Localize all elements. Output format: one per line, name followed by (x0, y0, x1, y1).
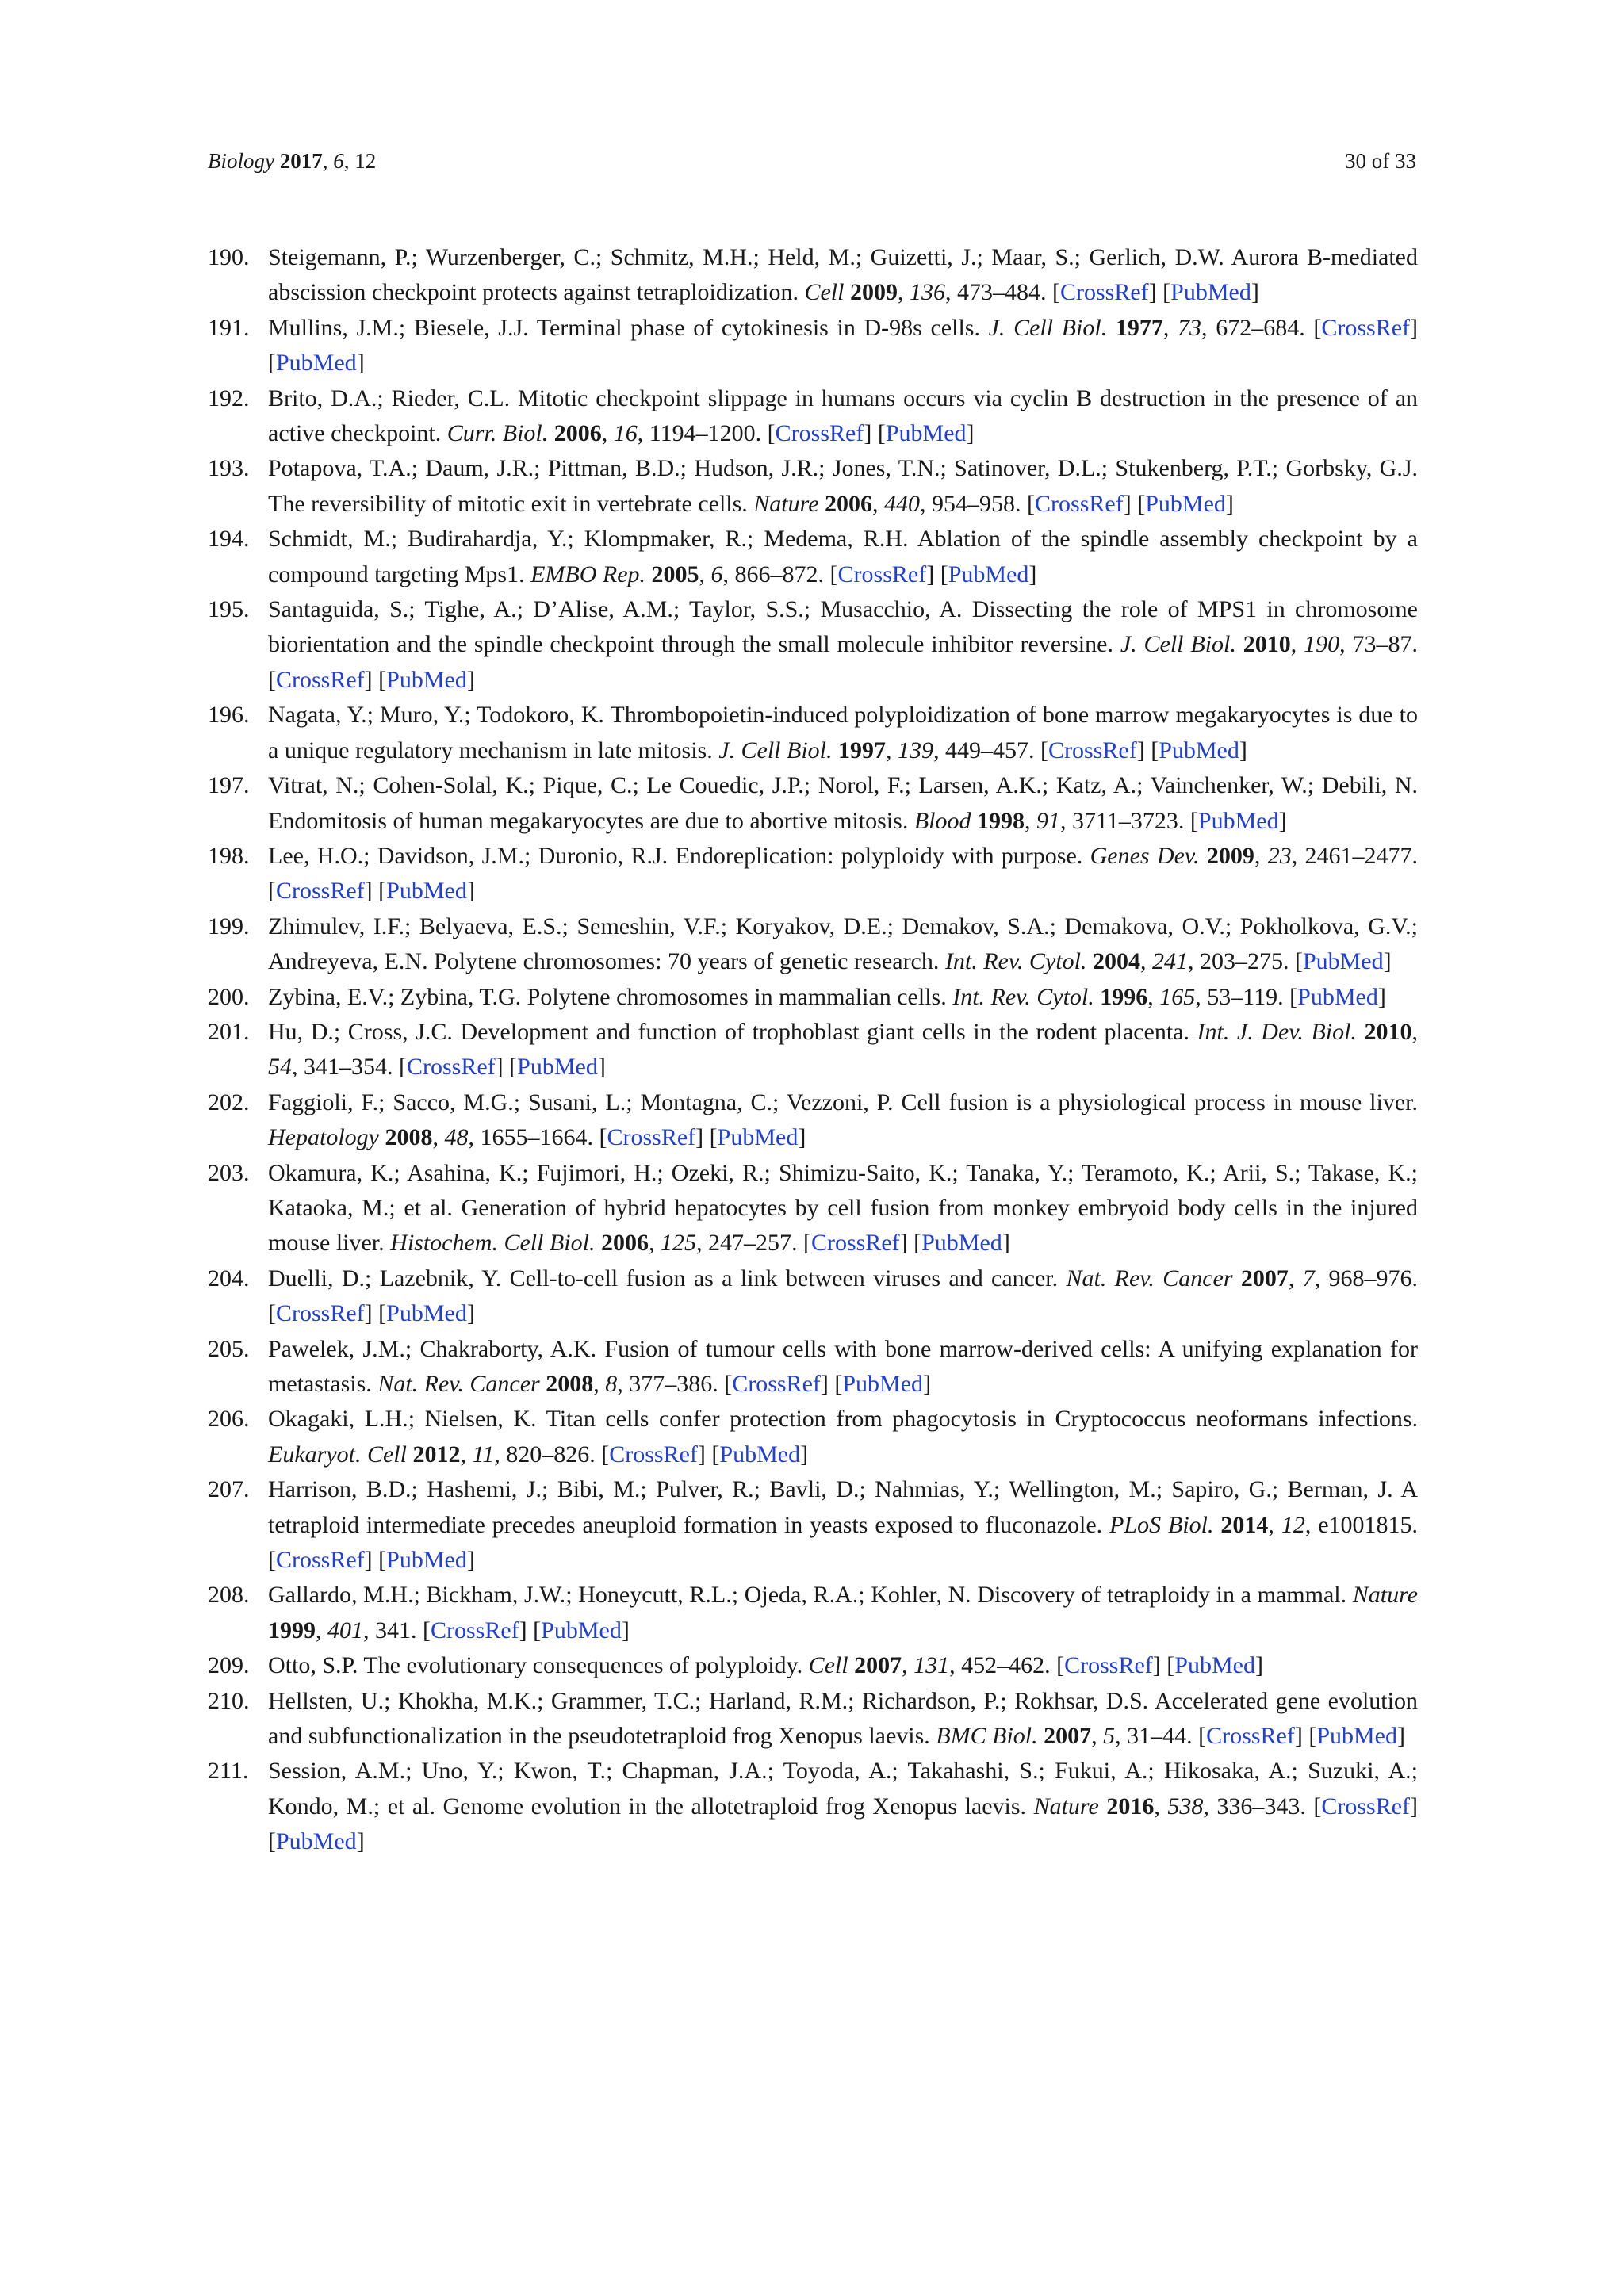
reference-journal: PLoS Biol. (1109, 1511, 1214, 1538)
reference-number: 194. (208, 526, 250, 553)
reference-title: Dissecting the role of MPS1 in chromosome biorientation and the spindle checkpoint through the small molecule inhibitor reversine. (268, 596, 1418, 658)
reference-pages: 203–275 (1199, 948, 1283, 975)
crossref-link[interactable]: CrossRef (1064, 1652, 1153, 1679)
pubmed-link[interactable]: PubMed (921, 1230, 1002, 1257)
pubmed-link[interactable]: PubMed (386, 666, 467, 693)
reference-number: 203. (208, 1159, 250, 1186)
reference-journal: Cell (804, 279, 845, 306)
reference-year: 1996 (1100, 983, 1148, 1010)
reference-title: Ablation of the spindle assembly checkpoint by a compound targeting Mps1. (268, 526, 1418, 587)
reference-journal: Hepatology (268, 1124, 379, 1151)
reference-volume: 7 (1302, 1265, 1315, 1292)
reference-pages: 820–826 (506, 1441, 590, 1468)
pubmed-link[interactable]: PubMed (717, 1124, 799, 1151)
reference-title: Discovery of tetraploidy in a mammal. (977, 1582, 1347, 1609)
reference-number: 201. (208, 1018, 250, 1045)
reference-pages: 954–958 (932, 490, 1016, 517)
reference-pages: 377–386 (629, 1371, 713, 1397)
reference-authors: Lee, H.O.; Davidson, J.M.; Duronio, R.J. (268, 842, 668, 869)
crossref-link[interactable]: CrossRef (1321, 1793, 1411, 1820)
crossref-link[interactable]: CrossRef (407, 1054, 496, 1081)
reference-journal: EMBO Rep. (530, 561, 646, 587)
crossref-link[interactable]: CrossRef (1035, 490, 1124, 517)
reference-volume: 440 (884, 490, 921, 517)
pubmed-link[interactable]: PubMed (517, 1054, 598, 1081)
reference-year: 2006 (600, 1230, 649, 1257)
crossref-link[interactable]: CrossRef (1059, 279, 1149, 306)
reference-journal: J. Cell Biol. (718, 737, 833, 763)
pubmed-link[interactable]: PubMed (276, 1828, 357, 1855)
reference-authors: Steigemann, P.; Wurzenberger, C.; Schmitz, M.H.; Held, M.; Guizetti, J.; Maar, S.; Gerlich, D.W. (268, 244, 1224, 270)
reference-item: 191. Mullins, J.M.; Biesele, J.J. Terminal phase of cytokinesis in D-98s cells. J. Cell Biol. 1977, 73, 672–684. [CrossRef] [PubMed] (208, 311, 1418, 381)
reference-number: 191. (208, 314, 250, 341)
pubmed-link[interactable]: PubMed (1145, 490, 1226, 517)
crossref-link[interactable]: CrossRef (1321, 314, 1411, 341)
reference-pages: 247–257 (707, 1230, 791, 1257)
reference-pages: 672–684 (1216, 314, 1300, 341)
reference-pages: e1001815 (1318, 1511, 1412, 1538)
reference-number: 190. (208, 244, 250, 270)
reference-title: The reversibility of mitotic exit in vertebrate cells. (268, 490, 748, 517)
journal-citation: Biology 2017, 6, 12 (208, 149, 377, 173)
reference-authors: Zhimulev, I.F.; Belyaeva, E.S.; Semeshin, V.F.; Koryakov, D.E.; Demakov, S.A.; Demakova, O.V.; Pokholkova, G.V.; Andreyeva, E.N. (268, 913, 1418, 975)
reference-volume: 73 (1178, 314, 1202, 341)
reference-title: Cell fusion is a physiological process in mouse liver. (901, 1089, 1419, 1115)
reference-item: 211. Session, A.M.; Uno, Y.; Kwon, T.; Chapman, J.A.; Toyoda, A.; Takahashi, S.; Fukui, A.; Hikosaka, A.; Suzuki, A.; Kondo, M.; et al. Genome evolution in the allotetraploid frog Xenopus laevis. Nature 2016, 538, 336–343. [CrossRef] [PubMed] (208, 1754, 1418, 1859)
reference-journal: Nat. Rev. Cancer (377, 1371, 540, 1397)
reference-volume: 139 (898, 737, 934, 763)
reference-title: Endomitosis of human megakaryocytes are due to abortive mitosis. (268, 807, 909, 834)
reference-year: 2012 (412, 1441, 461, 1468)
running-head (208, 149, 1416, 174)
reference-title: Genome evolution in the allotetraploid frog Xenopus laevis. (442, 1793, 1027, 1820)
crossref-link[interactable]: CrossRef (1048, 737, 1137, 763)
pubmed-link[interactable]: PubMed (541, 1617, 622, 1644)
reference-year: 2016 (1106, 1793, 1155, 1820)
reference-volume: 190 (1304, 631, 1340, 658)
reference-item: 190. Steigemann, P.; Wurzenberger, C.; Schmitz, M.H.; Held, M.; Guizetti, J.; Maar, S.; Gerlich, D.W. Aurora B-mediated abscission checkpoint protects against tetraploidization. Cell 2009, 136, 473–484. [CrossRef] [PubMed] (208, 240, 1418, 311)
reference-pages: 336–343 (1216, 1793, 1300, 1820)
reference-pages: 1194–1200 (649, 420, 756, 447)
reference-journal: BMC Biol. (936, 1723, 1038, 1750)
crossref-link[interactable]: CrossRef (431, 1617, 519, 1644)
reference-year: 1998 (977, 807, 1025, 834)
reference-pages: 341–354 (304, 1054, 387, 1081)
reference-pages: 452–462 (961, 1652, 1045, 1679)
reference-year: 1977 (1115, 314, 1163, 341)
crossref-link[interactable]: CrossRef (810, 1230, 900, 1257)
reference-journal: Nature (1033, 1793, 1099, 1820)
reference-year: 2009 (849, 279, 898, 306)
reference-volume: 241 (1151, 948, 1188, 975)
reference-title: Cell-to-cell fusion as a link between viruses and cancer. (509, 1265, 1059, 1292)
reference-number: 195. (208, 596, 250, 623)
reference-year: 1999 (268, 1617, 316, 1644)
reference-pages: 73–87 (1352, 631, 1412, 658)
crossref-link[interactable]: CrossRef (276, 1547, 365, 1574)
reference-journal: Int. Rev. Cytol. (944, 948, 1087, 975)
reference-journal: Nat. Rev. Cancer (1066, 1265, 1233, 1292)
reference-title: Aurora B-mediated abscission checkpoint protects against tetraploidization. (268, 244, 1418, 306)
reference-item: 197. Vitrat, N.; Cohen-Solal, K.; Pique, C.; Le Couedic, J.P.; Norol, F.; Larsen, A.K.; Katz, A.; Vainchenker, W.; Debili, N. Endomitosis of human megakaryocytes are due to abortive mitosis. Blood 1998, 91, 3711–3723. [PubMed] (208, 768, 1418, 839)
reference-year: 1997 (838, 737, 887, 763)
reference-title: Generation of hybrid hepatocytes by cell fusion from monkey embryoid body cells in the injured mouse liver. (268, 1194, 1418, 1257)
crossref-link[interactable]: CrossRef (609, 1441, 698, 1468)
reference-item: 198. Lee, H.O.; Davidson, J.M.; Duronio, R.J. Endoreplication: polyploidy with purpose. Genes Dev. 2009, 23, 2461–2477. [CrossRef] [PubMed] (208, 839, 1418, 909)
reference-number: 202. (208, 1089, 250, 1115)
reference-title: Accelerated gene evolution and subfunctionalization in the pseudotetraploid frog Xenopus laevis. (268, 1687, 1418, 1750)
reference-pages: 53–119 (1207, 983, 1278, 1010)
reference-authors: Duelli, D.; Lazebnik, Y. (268, 1265, 502, 1292)
reference-item: 209. Otto, S.P. The evolutionary consequences of polyploidy. Cell 2007, 131, 452–462. [CrossRef] [PubMed] (208, 1648, 1418, 1683)
reference-volume: 136 (909, 279, 945, 306)
page-number: 30 of 33 (1345, 149, 1416, 173)
pubmed-link[interactable]: PubMed (1170, 279, 1251, 306)
reference-journal: J. Cell Biol. (988, 314, 1108, 341)
reference-list (208, 240, 1418, 1860)
reference-volume: 54 (268, 1054, 292, 1081)
crossref-link[interactable]: CrossRef (1206, 1723, 1295, 1750)
reference-year: 2007 (1240, 1265, 1289, 1292)
reference-year: 2005 (651, 561, 699, 587)
reference-item: 210. Hellsten, U.; Khokha, M.K.; Grammer, T.C.; Harland, R.M.; Richardson, P.; Rokhsar, D.S. Accelerated gene evolution and subfunctionalization in the pseudotetraploid frog Xenopus laevis. BMC Biol. 2007, 5, 31–44. [CrossRef] [PubMed] (208, 1684, 1418, 1755)
reference-item: 202. Faggioli, F.; Sacco, M.G.; Susani, L.; Montagna, C.; Vezzoni, P. Cell fusion is a physiological process in mouse liver. Hepatology 2008, 48, 1655–1664. [CrossRef] [PubMed] (208, 1085, 1418, 1156)
reference-number: 209. (208, 1652, 250, 1679)
reference-authors: Zybina, E.V.; Zybina, T.G. (268, 983, 522, 1010)
reference-journal: Int. Rev. Cytol. (952, 983, 1094, 1010)
reference-number: 199. (208, 913, 250, 939)
reference-pages: 968–976 (1328, 1265, 1412, 1292)
reference-authors: Hu, D.; Cross, J.C. (268, 1018, 453, 1045)
reference-title: Fusion of tumour cells with bone marrow-derived cells: A unifying explanation for metastasis. (268, 1335, 1418, 1397)
journal-volume: 6 (333, 149, 344, 173)
reference-number: 196. (208, 702, 250, 729)
pubmed-link[interactable]: PubMed (1297, 983, 1378, 1010)
reference-number: 205. (208, 1335, 250, 1362)
reference-volume: 5 (1103, 1723, 1116, 1750)
reference-volume: 6 (710, 561, 723, 587)
reference-title: The evolutionary consequences of polyploidy. (363, 1652, 803, 1679)
reference-number: 210. (208, 1687, 250, 1714)
reference-volume: 8 (605, 1371, 618, 1397)
crossref-link[interactable]: CrossRef (276, 666, 365, 693)
reference-authors: Otto, S.P. (268, 1652, 358, 1679)
crossref-link[interactable]: CrossRef (276, 878, 365, 905)
pubmed-link[interactable]: PubMed (1302, 948, 1384, 975)
reference-authors: Vitrat, N.; Cohen-Solal, K.; Pique, C.; Le Couedic, J.P.; Norol, F.; Larsen, A.K.; Katz, A.; Vainchenker, W.; Debili, N. (268, 772, 1418, 799)
reference-title: Endoreplication: polyploidy with purpose. (675, 842, 1083, 869)
crossref-link[interactable]: CrossRef (837, 561, 927, 587)
reference-item: 201. Hu, D.; Cross, J.C. Development and function of trophoblast giant cells in the rodent placenta. Int. J. Dev. Biol. 2010, 54, 341–354. [CrossRef] [PubMed] (208, 1015, 1418, 1085)
crossref-link[interactable]: CrossRef (607, 1124, 696, 1151)
pubmed-link[interactable]: PubMed (842, 1371, 924, 1397)
pubmed-link[interactable]: PubMed (719, 1441, 801, 1468)
reference-item: 200. Zybina, E.V.; Zybina, T.G. Polytene chromosomes in mammalian cells. Int. Rev. Cytol. 1996, 165, 53–119. [PubMed] (208, 980, 1418, 1015)
reference-authors: Session, A.M.; Uno, Y.; Kwon, T.; Chapman, J.A.; Toyoda, A.; Takahashi, S.; Fukui, A.; Hikosaka, A.; Suzuki, A.; Kondo, M.; et al. (268, 1758, 1418, 1820)
reference-year: 2004 (1092, 948, 1140, 975)
reference-pages: 31–44 (1127, 1723, 1187, 1750)
pubmed-link[interactable]: PubMed (1174, 1652, 1255, 1679)
reference-year: 2007 (854, 1652, 902, 1679)
reference-number: 206. (208, 1406, 250, 1433)
reference-volume: 48 (444, 1124, 469, 1151)
reference-authors: Okamura, K.; Asahina, K.; Fujimori, H.; Ozeki, R.; Shimizu-Saito, K.; Tanaka, Y.; Teramoto, K.; Arii, S.; Takase, K.; Kataoka, M.; et al. (268, 1159, 1418, 1221)
reference-pages: 341 (375, 1617, 411, 1644)
reference-authors: Brito, D.A.; Rieder, C.L. (268, 385, 511, 411)
reference-number: 204. (208, 1265, 250, 1292)
reference-journal: Cell (808, 1652, 848, 1679)
journal-year: 2017 (279, 149, 323, 173)
reference-authors: Okagaki, L.H.; Nielsen, K. (268, 1406, 537, 1433)
reference-authors: Hellsten, U.; Khokha, M.K.; Grammer, T.C.; Harland, R.M.; Richardson, P.; Rokhsar, D.S. (268, 1687, 1149, 1714)
reference-number: 197. (208, 772, 250, 799)
reference-item: 205. Pawelek, J.M.; Chakraborty, A.K. Fusion of tumour cells with bone marrow-derived cells: A unifying explanation for metastasis. Nat. Rev. Cancer 2008, 8, 377–386. [CrossRef] [PubMed] (208, 1332, 1418, 1402)
reference-pages: 3711–3723 (1072, 807, 1178, 834)
reference-item: 193. Potapova, T.A.; Daum, J.R.; Pittman, B.D.; Hudson, J.R.; Jones, T.N.; Satinover, D.L.; Stukenberg, P.T.; Gorbsky, G.J. The reversibility of mitotic exit in vertebrate cells. Nature 2006, 440, 954–958. [CrossRef] [PubMed] (208, 451, 1418, 522)
reference-number: 211. (208, 1758, 249, 1785)
reference-journal: Blood (914, 807, 971, 834)
reference-authors: Faggioli, F.; Sacco, M.G.; Susani, L.; Montagna, C.; Vezzoni, P. (268, 1089, 894, 1115)
pubmed-link[interactable]: PubMed (386, 878, 467, 905)
reference-year: 2010 (1364, 1018, 1412, 1045)
reference-volume: 11 (472, 1441, 495, 1468)
reference-volume: 165 (1159, 983, 1196, 1010)
reference-volume: 538 (1167, 1793, 1204, 1820)
reference-journal: Curr. Biol. (446, 420, 549, 447)
reference-journal: Nature (753, 490, 819, 517)
pubmed-link[interactable]: PubMed (1159, 737, 1239, 763)
reference-title: Mitotic checkpoint slippage in humans occurs via cyclin B destruction in the presence of an active checkpoint. (268, 385, 1419, 447)
reference-year: 2010 (1243, 631, 1291, 658)
reference-year: 2006 (553, 420, 602, 447)
reference-title: Development and function of trophoblast giant cells in the rodent placenta. (460, 1018, 1189, 1045)
pubmed-link[interactable]: PubMed (386, 1300, 467, 1327)
reference-number: 192. (208, 385, 250, 411)
reference-volume: 16 (613, 420, 638, 447)
reference-item: 207. Harrison, B.D.; Hashemi, J.; Bibi, M.; Pulver, R.; Bavli, D.; Nahmias, Y.; Wellington, M.; Sapiro, G.; Berman, J. A tetraploid intermediate precedes aneuploid formation in yeasts exposed to fluconazole. PLoS Biol. 2014, 12, e1001815. [CrossRef] [PubMed] (208, 1472, 1418, 1578)
reference-journal: Nature (1352, 1582, 1419, 1609)
reference-year: 2008 (385, 1124, 433, 1151)
pubmed-link[interactable]: PubMed (276, 350, 357, 377)
reference-year: 2006 (825, 490, 873, 517)
reference-title: A tetraploid intermediate precedes aneuploid formation in yeasts exposed to fluconazole. (268, 1476, 1418, 1538)
reference-item: 203. Okamura, K.; Asahina, K.; Fujimori, H.; Ozeki, R.; Shimizu-Saito, K.; Tanaka, Y.; Teramoto, K.; Arii, S.; Takase, K.; Kataoka, M.; et al. Generation of hybrid hepatocytes by cell fusion from monkey embryoid body cells in the injured mouse liver. Histochem. Cell Biol. 2006, 125, 247–257. [CrossRef] [PubMed] (208, 1156, 1418, 1261)
reference-item: 192. Brito, D.A.; Rieder, C.L. Mitotic checkpoint slippage in humans occurs via cyclin B destruction in the presence of an active checkpoint. Curr. Biol. 2006, 16, 1194–1200. [CrossRef] [PubMed] (208, 381, 1418, 452)
reference-year: 2008 (546, 1371, 594, 1397)
crossref-link[interactable]: CrossRef (276, 1300, 365, 1327)
reference-number: 193. (208, 455, 250, 482)
reference-number: 207. (208, 1476, 250, 1503)
reference-number: 200. (208, 983, 250, 1010)
reference-item: 208. Gallardo, M.H.; Bickham, J.W.; Honeycutt, R.L.; Ojeda, R.A.; Kohler, N. Discovery of tetraploidy in a mammal. Nature 1999, 401, 341. [CrossRef] [PubMed] (208, 1578, 1418, 1648)
pubmed-link[interactable]: PubMed (386, 1547, 467, 1574)
reference-journal: J. Cell Biol. (1120, 631, 1236, 658)
reference-authors: Potapova, T.A.; Daum, J.R.; Pittman, B.D.; Hudson, J.R.; Jones, T.N.; Satinover, D.L.; Stukenberg, P.T.; Gorbsky, G.J. (268, 455, 1418, 482)
reference-volume: 125 (660, 1230, 696, 1257)
reference-title: Thrombopoietin-induced polyploidization of bone marrow megakaryocytes is due to a unique regulatory mechanism in late mitosis. (268, 702, 1418, 763)
reference-title: Titan cells confer protection from phagocytosis in Cryptococcus neoformans infections. (546, 1406, 1418, 1433)
reference-authors: Mullins, J.M.; Biesele, J.J. (268, 314, 529, 341)
reference-volume: 401 (327, 1617, 363, 1644)
reference-pages: 2461–2477 (1304, 842, 1412, 869)
reference-journal: Histochem. Cell Biol. (390, 1230, 596, 1257)
reference-year: 2014 (1220, 1511, 1269, 1538)
reference-item: 194. Schmidt, M.; Budirahardja, Y.; Klompmaker, R.; Medema, R.H. Ablation of the spindle assembly checkpoint by a compound targeting Mps1. EMBO Rep. 2005, 6, 866–872. [CrossRef] [PubMed] (208, 522, 1418, 592)
journal-name: Biology (208, 149, 274, 173)
reference-journal: Eukaryot. Cell (268, 1441, 407, 1468)
pubmed-link[interactable]: PubMed (1316, 1723, 1397, 1750)
reference-title: Polytene chromosomes: 70 years of genetic research. (434, 948, 940, 975)
reference-authors: Santaguida, S.; Tighe, A.; D’Alise, A.M.; Taylor, S.S.; Musacchio, A. (268, 596, 963, 623)
reference-authors: Schmidt, M.; Budirahardja, Y.; Klompmaker, R.; Medema, R.H. (268, 526, 909, 553)
reference-volume: 131 (914, 1652, 950, 1679)
article-number: 12 (354, 149, 377, 173)
reference-authors: Harrison, B.D.; Hashemi, J.; Bibi, M.; Pulver, R.; Bavli, D.; Nahmias, Y.; Wellington, M.; Sapiro, G.; Berman, J. (268, 1476, 1393, 1503)
reference-authors: Nagata, Y.; Muro, Y.; Todokoro, K. (268, 702, 604, 729)
reference-year: 2009 (1206, 842, 1254, 869)
reference-volume: 12 (1281, 1511, 1305, 1538)
crossref-link[interactable]: CrossRef (732, 1371, 821, 1397)
reference-authors: Gallardo, M.H.; Bickham, J.W.; Honeycutt, R.L.; Ojeda, R.A.; Kohler, N. (268, 1582, 971, 1609)
reference-number: 198. (208, 842, 250, 869)
reference-item: 206. Okagaki, L.H.; Nielsen, K. Titan cells confer protection from phagocytosis in Cryptococcus neoformans infections. Eukaryot. Cell 2012, 11, 820–826. [CrossRef] [PubMed] (208, 1402, 1418, 1472)
crossref-link[interactable]: CrossRef (775, 420, 864, 447)
reference-volume: 23 (1267, 842, 1292, 869)
reference-volume: 91 (1036, 807, 1060, 834)
reference-title: Terminal phase of cytokinesis in D-98s cells. (536, 314, 980, 341)
reference-item: 204. Duelli, D.; Lazebnik, Y. Cell-to-cell fusion as a link between viruses and cancer. Nat. Rev. Cancer 2007, 7, 968–976. [CrossRef] [PubMed] (208, 1261, 1418, 1332)
reference-journal: Int. J. Dev. Biol. (1197, 1018, 1357, 1045)
pubmed-link[interactable]: PubMed (948, 561, 1029, 587)
pubmed-link[interactable]: PubMed (1197, 807, 1279, 834)
reference-item: 196. Nagata, Y.; Muro, Y.; Todokoro, K. Thrombopoietin-induced polyploidization of bone marrow megakaryocytes is due to a unique regulatory mechanism in late mitosis. J. Cell Biol. 1997, 139, 449–457. [CrossRef] [PubMed] (208, 698, 1418, 768)
reference-item: 199. Zhimulev, I.F.; Belyaeva, E.S.; Semeshin, V.F.; Koryakov, D.E.; Demakov, S.A.; Demakova, O.V.; Pokholkova, G.V.; Andreyeva, E.N. Polytene chromosomes: 70 years of genetic research. Int. Rev. Cytol. 2004, 241, 203–275. [PubMed] (208, 909, 1418, 980)
reference-pages: 449–457 (945, 737, 1029, 763)
reference-pages: 866–872 (734, 561, 818, 587)
reference-pages: 473–484 (956, 279, 1040, 306)
pubmed-link[interactable]: PubMed (885, 420, 967, 447)
reference-journal: Genes Dev. (1090, 842, 1200, 869)
reference-year: 2007 (1044, 1723, 1092, 1750)
reference-number: 208. (208, 1582, 250, 1609)
reference-title: Polytene chromosomes in mammalian cells. (527, 983, 947, 1010)
reference-authors: Pawelek, J.M.; Chakraborty, A.K. (268, 1335, 597, 1362)
reference-pages: 1655–1664 (480, 1124, 588, 1151)
reference-item: 195. Santaguida, S.; Tighe, A.; D’Alise, A.M.; Taylor, S.S.; Musacchio, A. Dissecting the role of MPS1 in chromosome biorientation and the spindle checkpoint through the small molecule inhibitor reversine. J. Cell Biol. 2010, 190, 73–87. [CrossRef] [PubMed] (208, 592, 1418, 698)
